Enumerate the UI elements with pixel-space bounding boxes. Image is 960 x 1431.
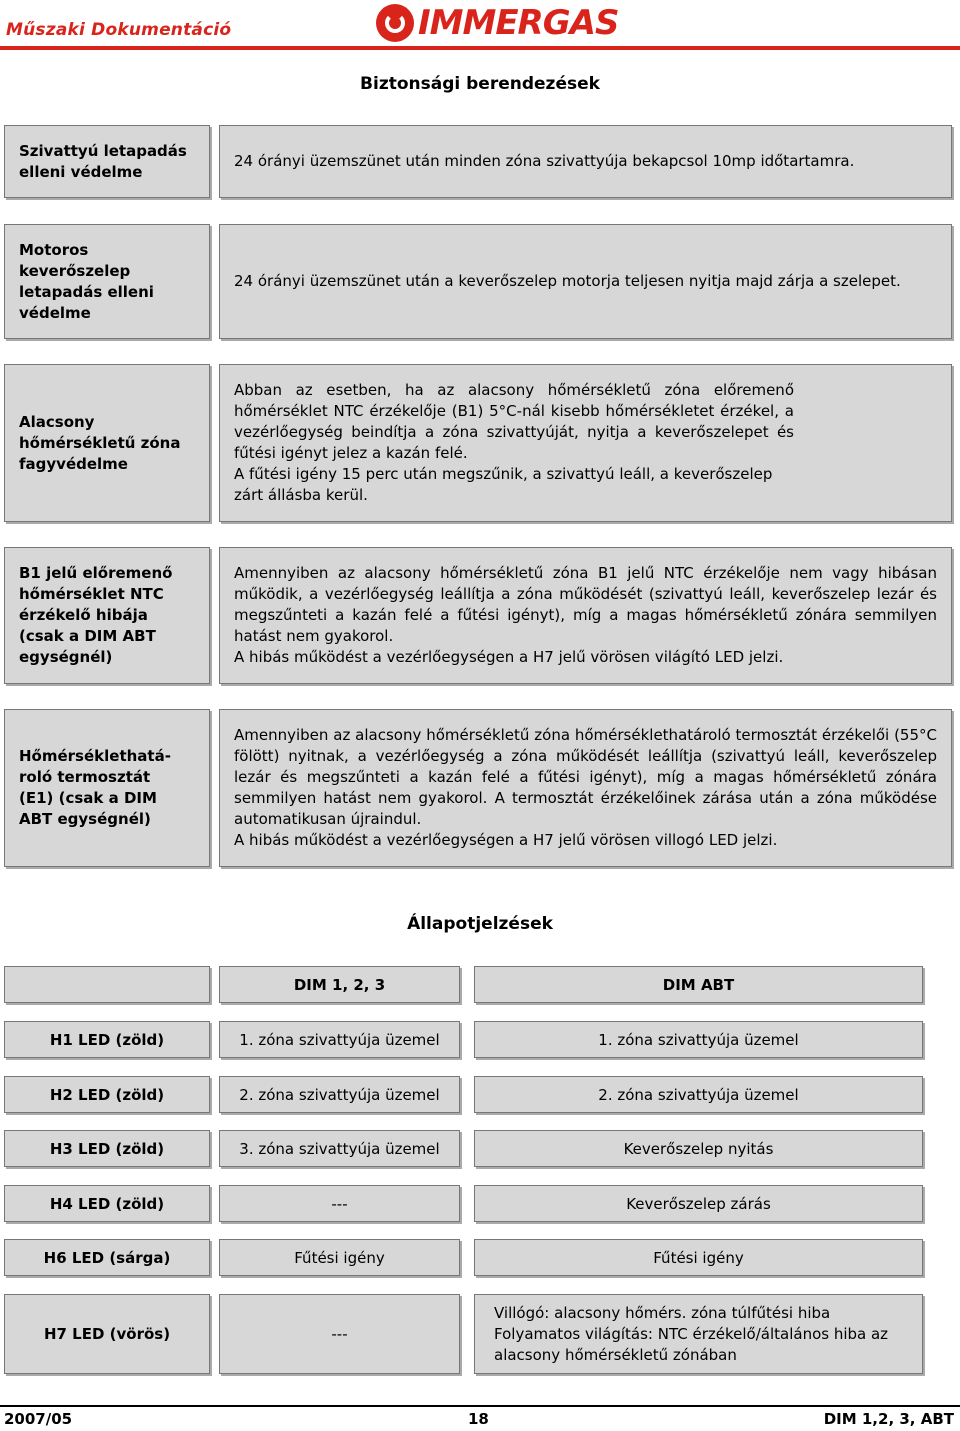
footer-page-number: 18 (468, 1410, 489, 1428)
status-dim123-h3: 3. zóna szivattyúja üzemel (219, 1130, 460, 1167)
safety-text-3: Abban az esetben, ha az alacsony hőmérsékletű zóna előremenő hőmérséklet NTC érzékelője (B1) 5°C-nál kisebb hőmérsékletet érzékel, a vezérlőegység beindítja a zóna szivattyúját, nyitja a keverőszelepet és fűtési igényt jelez a kazán felé. A fűtési igény 15 perc után megszűnik, a szivattyú leáll, a keverőszelep zárt állásba kerül. (219, 364, 952, 522)
status-abt-h3: Keverőszelep nyitás (474, 1130, 923, 1167)
status-abt-h4: Keverőszelep zárás (474, 1185, 923, 1222)
status-led-h4: H4 LED (zöld) (4, 1185, 210, 1222)
status-header-dim123: DIM 1, 2, 3 (219, 966, 460, 1003)
status-led-h6: H6 LED (sárga) (4, 1239, 210, 1276)
logo-text: IMMERGAS (418, 3, 619, 43)
safety-text-2: 24 órányi üzemszünet után a keverőszelep motorja teljesen nyitja majd zárja a szelepet. (219, 224, 952, 339)
section-title-safety: Biztonsági berendezések (360, 74, 600, 94)
status-dim123-h7: --- (219, 1294, 460, 1374)
header-rule (0, 46, 960, 50)
status-dim123-h6: Fűtési igény (219, 1239, 460, 1276)
safety-text-5: Amennyiben az alacsony hőmérsékletű zóna hőmérséklethatároló termosztát érzékelői (55°C fölött) nyitnak, a vezérlőegység a zóna működését leállítja (szivattyú leáll, keverőszelep lezár és megszűnteti a kazán felé a fűtési igényt), míg a magas hőmérsékletű zónára semmilyen hatást nem gyakorol. A termosztát érzékelőinek zárása után a zóna működése automatikusan újraindul. A hibás működést a vezérlőegységen a H7 jelű vörösen villogó LED jelzi. (219, 709, 952, 867)
safety-label-5: Hőmérséklethatá-roló termosztát (E1) (csak a DIM ABT egységnél) (4, 709, 210, 867)
brand-logo (376, 2, 618, 44)
safety-text-4: Amennyiben az alacsony hőmérsékletű zóna B1 jelű NTC érzékelője nem vagy hibásan működik, a vezérlőegység leállítja a zóna működését (szivattyú leáll, keverőszelep lezár és megszűnteti a kazán felé a fűtési igényt), míg a magas hőmérsékletű zónára semmilyen hatást nem gyakorol. A hibás működést a vezérlőegységen a H7 jelű vörösen világító LED jelzi. (219, 547, 952, 684)
status-header-empty (4, 966, 210, 1003)
section-title-status: Állapotjelzések (407, 914, 553, 934)
status-led-h1: H1 LED (zöld) (4, 1021, 210, 1058)
footer-model: DIM 1,2, 3, ABT (823, 1410, 954, 1428)
status-header-abt: DIM ABT (474, 966, 923, 1003)
status-led-h2: H2 LED (zöld) (4, 1076, 210, 1113)
safety-label-2: Motoros keverőszelep letapadás elleni védelme (4, 224, 210, 339)
status-abt-h6: Fűtési igény (474, 1239, 923, 1276)
status-dim123-h4: --- (219, 1185, 460, 1222)
safety-label-1: Szivattyú letapadás elleni védelme (4, 125, 210, 198)
status-abt-h7: Villógó: alacsony hőmérs. zóna túlfűtési hiba Folyamatos világítás: NTC érzékelő/általános hiba az alacsony hőmérsékletű zónában (474, 1294, 923, 1374)
footer-rule (0, 1405, 960, 1407)
logo-mark-icon (376, 4, 414, 42)
status-dim123-h2: 2. zóna szivattyúja üzemel (219, 1076, 460, 1113)
footer-date: 2007/05 (4, 1410, 73, 1428)
doc-label: Műszaki Dokumentáció (6, 20, 232, 40)
safety-label-3: Alacsony hőmérsékletű zóna fagyvédelme (4, 364, 210, 522)
safety-label-4: B1 jelű előremenő hőmérséklet NTC érzékelő hibája (csak a DIM ABT egységnél) (4, 547, 210, 684)
safety-text-1: 24 órányi üzemszünet után minden zóna szivattyúja bekapcsol 10mp időtartamra. (219, 125, 952, 198)
status-led-h7: H7 LED (vörös) (4, 1294, 210, 1374)
status-dim123-h1: 1. zóna szivattyúja üzemel (219, 1021, 460, 1058)
status-led-h3: H3 LED (zöld) (4, 1130, 210, 1167)
status-abt-h2: 2. zóna szivattyúja üzemel (474, 1076, 923, 1113)
status-abt-h1: 1. zóna szivattyúja üzemel (474, 1021, 923, 1058)
